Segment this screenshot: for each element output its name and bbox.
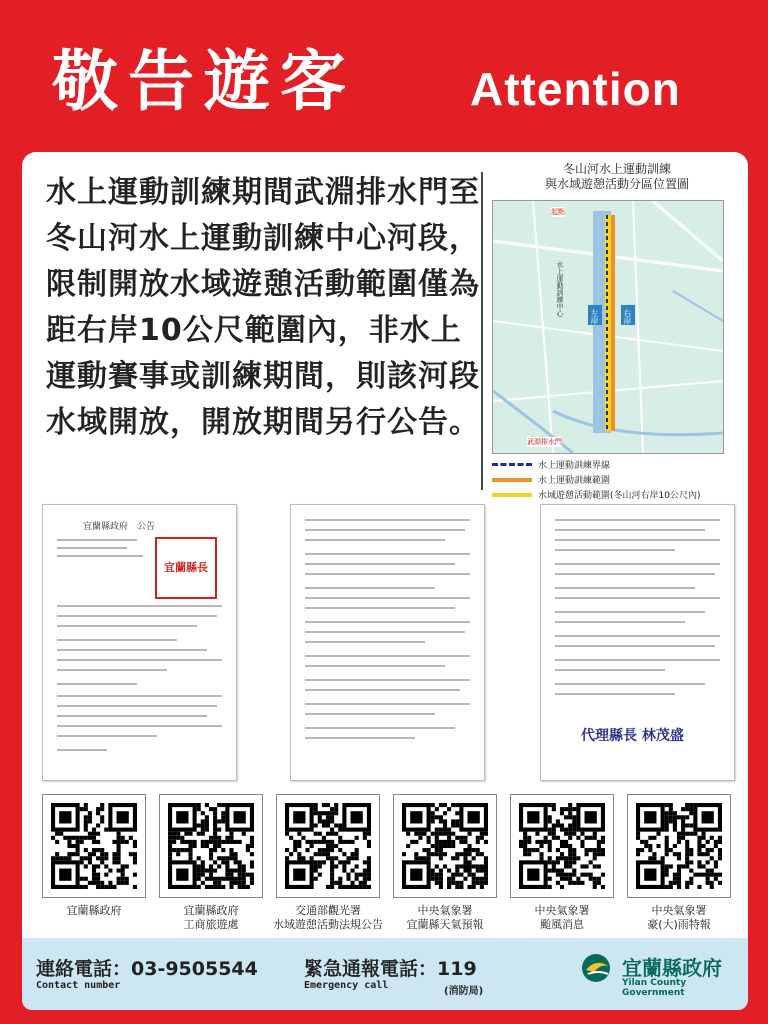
qr-code-icon[interactable]: [276, 794, 380, 898]
contact-phone-en: Contact number: [36, 980, 121, 991]
legend-item: [492, 487, 742, 502]
legend-swatch-boundary: [492, 463, 532, 466]
map-label-left: 左岸: [590, 309, 599, 325]
legend-swatch-recreation: [492, 493, 532, 497]
qr-code-icon[interactable]: [159, 794, 263, 898]
qr-code-icon[interactable]: [510, 794, 614, 898]
county-logo-text: 宜蘭縣政府: [622, 956, 722, 980]
map-image: [493, 201, 723, 453]
map-title: [492, 162, 742, 192]
content-panel: [22, 152, 748, 938]
announcement-documents: [42, 504, 742, 784]
legend-text: 水上運動訓練範圍: [538, 476, 611, 486]
qr-item[interactable]: [273, 794, 383, 932]
map-title-line1: 冬山河水上運動訓練: [562, 162, 671, 176]
legend-item: [492, 472, 742, 487]
document-page-1: [42, 504, 237, 781]
emergency-phone-en: Emergency call: [304, 980, 389, 991]
map-label-start: 起點: [551, 208, 565, 216]
document-page-3: [540, 504, 735, 781]
map-label-center: 水上運動訓練中心: [556, 261, 564, 317]
official-seal: [155, 537, 217, 599]
header-banner: [0, 0, 768, 150]
legend-text: 水域遊憩活動範圍(冬山河右岸10公尺內): [538, 491, 701, 501]
map-label-right: 右岸: [623, 309, 632, 325]
qr-code-icon[interactable]: [393, 794, 497, 898]
qr-label: 中央氣象署 颱風消息: [534, 904, 590, 931]
county-logo-text-en: Yilan County Government: [622, 978, 687, 998]
vertical-divider: [481, 172, 483, 490]
qr-code-icon[interactable]: [627, 794, 731, 898]
qr-item[interactable]: [393, 794, 497, 932]
footer-contact-bar: [22, 938, 748, 1010]
document-header: 宜蘭縣政府 公告: [83, 522, 156, 532]
emergency-note: (消防局): [444, 986, 484, 997]
document-page-2: [290, 504, 485, 781]
signer-name: 代理縣長 林茂盛: [581, 728, 684, 744]
legend-text: 水上運動訓練界線: [538, 461, 611, 471]
title-chinese: 敬告遊客: [52, 43, 356, 120]
qr-label: 中央氣象署 宜蘭縣天氣預報: [406, 904, 484, 931]
qr-item[interactable]: [159, 794, 263, 932]
qr-item[interactable]: [627, 794, 731, 932]
qr-label: 宜蘭縣政府: [66, 904, 122, 917]
notice-text: 水上運動訓練期間武淵排水門至冬山河水上運動訓練中心河段，限制開放水域遊憩活動範圍僅為距右岸10公尺範圍內，非水上運動賽事或訓練期間，則該河段水域開放，開放期間另行公告。: [46, 175, 480, 440]
qr-label: 中央氣象署 豪(大)雨特報: [647, 904, 711, 931]
contact-phone: 連絡電話：03-9505544: [36, 958, 258, 980]
map-legend: [492, 457, 742, 502]
qr-item[interactable]: [510, 794, 614, 932]
legend-item: [492, 457, 742, 472]
emergency-phone: 緊急通報電話：119: [304, 958, 477, 980]
qr-label: 宜蘭縣政府 工商旅遊處: [183, 904, 239, 931]
qr-code-row: [42, 794, 732, 934]
legend-swatch-training: [492, 478, 532, 482]
qr-code-icon[interactable]: [42, 794, 146, 898]
qr-item[interactable]: [42, 794, 146, 918]
seal-text: 宜蘭縣長: [164, 561, 208, 574]
map-label-end: 武淵排水門: [527, 438, 562, 446]
title-english: Attention: [470, 63, 681, 115]
location-map: [492, 200, 724, 454]
county-logo-icon: [580, 952, 616, 984]
qr-label: 交通部觀光署 水域遊憩活動法規公告: [273, 904, 383, 931]
map-title-line2: 與水域遊憩活動分區位置圖: [544, 177, 689, 191]
